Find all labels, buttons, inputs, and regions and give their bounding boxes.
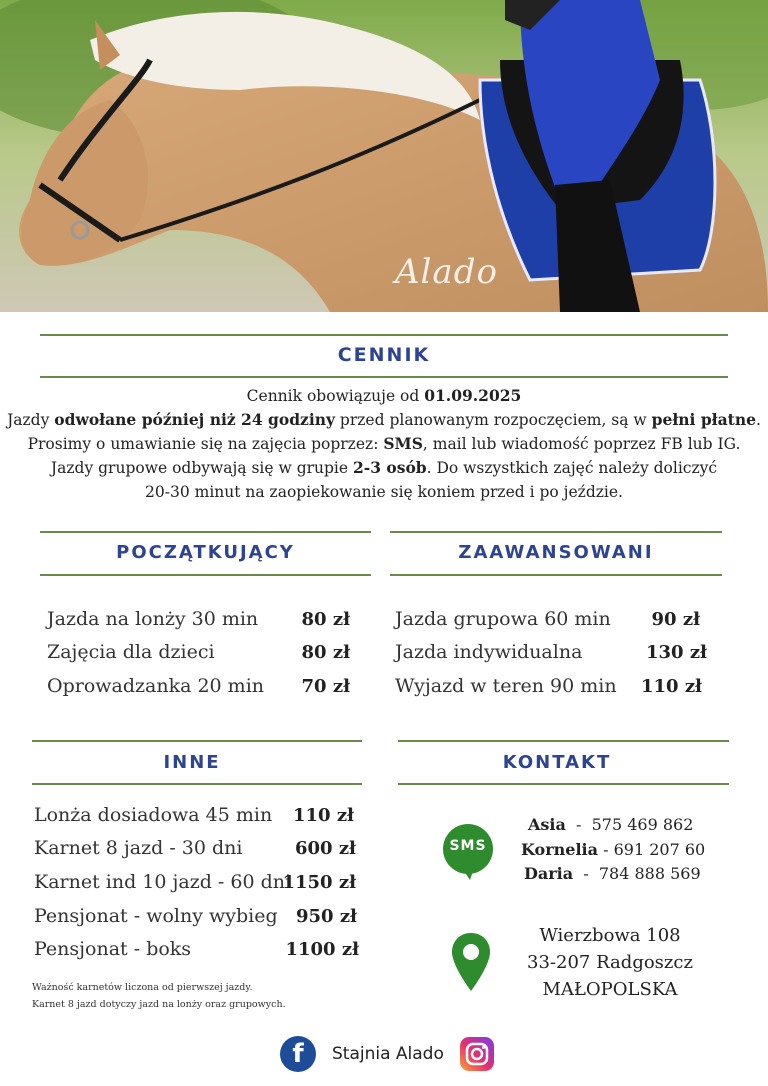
hero-photo <box>0 0 768 312</box>
instagram-icon[interactable] <box>460 1037 494 1071</box>
price-item-label: Jazda na lonży 30 min <box>47 608 259 630</box>
intro-line-1: Cennik obowiązuje od 01.09.2025 <box>246 386 522 405</box>
page-title: CENNIK <box>337 344 431 366</box>
divider <box>390 574 722 576</box>
divider <box>398 740 729 742</box>
divider <box>40 531 371 533</box>
divider <box>32 783 362 785</box>
price-item-label: Karnet 8 jazd - 30 dni <box>34 837 243 859</box>
price-item-label: Karnet ind 10 jazd - 60 dni <box>34 871 292 893</box>
price-item-label: Wyjazd w teren 90 min <box>395 675 617 697</box>
intro-line-3: Prosimy o umawianie się na zajęcia poprzez: SMS, mail lub wiadomość poprzez FB lub IG. <box>27 434 741 453</box>
divider <box>398 783 729 785</box>
price-item-value: 1100 zł <box>285 939 359 960</box>
sms-bubble-icon <box>440 824 496 880</box>
address-street: Wierzbowa 108 <box>539 925 681 946</box>
advanced-heading: ZAAWANSOWANI <box>458 542 654 563</box>
footer-name: Stajnia Alado <box>332 1044 444 1064</box>
intro-line-4: Jazdy grupowe odbywają się w grupie 2-3 osób. Do wszystkich zajęć należy doliczyć <box>50 458 718 477</box>
price-item-label: Oprowadzanka 20 min <box>47 675 265 697</box>
contact-person: Daria - 784 888 569 <box>524 864 701 883</box>
location-pin-icon <box>452 933 490 991</box>
price-item-label: Pensjonat - wolny wybieg <box>34 905 278 927</box>
facebook-icon[interactable] <box>280 1036 316 1072</box>
price-item-value: 80 zł <box>301 642 350 663</box>
contact-person: Asia - 575 469 862 <box>528 815 694 834</box>
footnote: Karnet 8 jazd dotyczy jazd na lonży oraz grupowych. <box>32 999 286 1010</box>
divider <box>40 376 728 378</box>
intro-text <box>0 384 768 504</box>
other-heading: INNE <box>163 752 221 773</box>
price-item-label: Lonża dosiadowa 45 min <box>34 804 273 826</box>
phone-number[interactable]: 784 888 569 <box>598 864 701 883</box>
beginners-heading: POCZĄTKUJĄCY <box>116 542 295 563</box>
divider <box>390 531 722 533</box>
brand-watermark: Alado <box>395 252 498 292</box>
price-item-value: 70 zł <box>301 676 350 697</box>
contact-heading: KONTAKT <box>502 752 612 773</box>
price-item-value: 950 zł <box>296 906 357 927</box>
price-item-label: Jazda indywidualna <box>395 641 583 663</box>
price-item-value: 600 zł <box>295 838 356 859</box>
phone-number[interactable]: 691 207 60 <box>613 840 706 859</box>
divider <box>32 740 362 742</box>
phone-number[interactable]: 575 469 862 <box>591 815 694 834</box>
divider <box>40 334 728 336</box>
divider <box>40 574 371 576</box>
price-item-value: 110 zł <box>641 676 702 697</box>
price-item-value: 90 zł <box>651 609 700 630</box>
facebook-glyph: f <box>292 1039 304 1069</box>
price-item-value: 110 zł <box>293 805 354 826</box>
price-item-label: Zajęcia dla dzieci <box>47 641 215 663</box>
address-city: 33-207 Radgoszcz <box>527 952 693 973</box>
sms-label: SMS <box>449 838 487 854</box>
price-item-label: Jazda grupowa 60 min <box>395 608 611 630</box>
intro-line-2: Jazdy odwołane później niż 24 godziny przed planowanym rozpoczęciem, są w pełni płatne. <box>7 410 761 429</box>
address <box>490 922 730 1003</box>
footnote: Ważność karnetów liczona od pierwszej jazdy. <box>32 982 253 993</box>
price-item-label: Pensjonat - boks <box>34 938 192 960</box>
price-item-value: 130 zł <box>646 642 707 663</box>
intro-line-5: 20-30 minut na zaopiekowanie się koniem przed i po jeździe. <box>145 483 623 501</box>
horse-rider-illustration <box>0 0 768 312</box>
contact-person: Kornelia - 691 207 60 <box>521 840 706 859</box>
price-item-value: 1150 zł <box>282 872 356 893</box>
address-region: MAŁOPOLSKA <box>542 979 678 1000</box>
price-item-value: 80 zł <box>301 609 350 630</box>
